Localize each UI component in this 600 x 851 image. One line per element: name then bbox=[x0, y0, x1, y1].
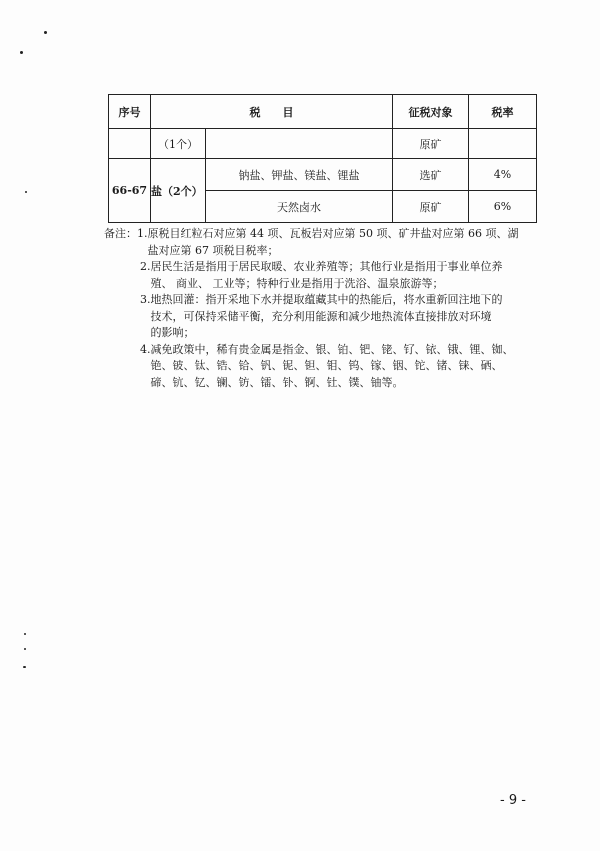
cell-rate: 4% bbox=[469, 159, 537, 191]
note-item bbox=[104, 342, 550, 392]
cell-group-name: 盐（2个） bbox=[151, 159, 206, 223]
note-item bbox=[104, 226, 550, 259]
table-row bbox=[109, 129, 537, 159]
margin-speck bbox=[20, 51, 23, 54]
note-number: 4. bbox=[140, 342, 151, 356]
cell-target: 原矿 bbox=[393, 191, 469, 223]
note-item bbox=[104, 259, 550, 292]
margin-speck bbox=[23, 666, 26, 668]
note-line: 铯、铍、钛、锆、铪、钒、铌、钽、钼、钨、镓、铟、铊、锗、铼、硒、 bbox=[150, 359, 503, 372]
cell-subitem bbox=[206, 129, 393, 159]
note-number: 2. bbox=[140, 260, 151, 273]
margin-speck bbox=[24, 648, 26, 650]
table-header-row bbox=[109, 95, 537, 129]
note-line: 殖、 商业、 工业等；特种行业是指用于洗浴、温泉旅游等； bbox=[150, 276, 444, 290]
cell-subitem: 钠盐、钾盐、镁盐、锂盐 bbox=[206, 159, 393, 191]
page-number: - 9 - bbox=[500, 793, 526, 808]
note-number: 3. bbox=[140, 293, 151, 306]
table-row bbox=[109, 159, 537, 191]
cell-target: 原矿 bbox=[393, 129, 469, 159]
cell-subitem: 天然卤水 bbox=[206, 191, 393, 223]
header-item: 税 目 bbox=[151, 95, 393, 129]
note-line: 地热回灌：指开采地下水并提取蕴藏其中的热能后，将水重新回注地下的 bbox=[150, 293, 503, 306]
note-line: 盐对应第 67 项税目税率； bbox=[147, 243, 279, 257]
header-seq: 序号 bbox=[109, 95, 151, 129]
note-line: 居民生活是指用于居民取暖、农业养殖等；其他行业是指用于事业单位养 bbox=[150, 260, 503, 273]
cell-seq: 66-67 bbox=[109, 159, 151, 223]
note-item bbox=[104, 292, 550, 342]
margin-speck bbox=[44, 31, 47, 34]
header-rate: 税率 bbox=[469, 95, 537, 129]
note-line: 减免政策中，稀有贵金属是指金、银、铂、钯、铑、钌、铱、锇、锂、铷、 bbox=[150, 342, 514, 356]
notes-label: 备注： bbox=[104, 227, 137, 240]
note-line: 原税目红粒石对应第 44 项、瓦板岩对应第 50 项、矿井盐对应第 66 项、湖 bbox=[147, 227, 519, 240]
note-line: 碲、钪、钇、镧、钫、镭、钋、锕、钍、镤、铀等。 bbox=[150, 375, 404, 389]
margin-speck bbox=[25, 191, 27, 193]
header-target: 征税对象 bbox=[393, 95, 469, 129]
note-number: 1. bbox=[137, 227, 148, 240]
cell-empty bbox=[109, 129, 151, 159]
cell-target: 选矿 bbox=[393, 159, 469, 191]
cell-count: （1个） bbox=[151, 129, 206, 159]
tax-rate-table bbox=[108, 94, 537, 223]
note-line: 技术，可保持采储平衡，充分利用能源和减少地热流体直接排放对环境 bbox=[150, 309, 492, 323]
margin-speck bbox=[24, 633, 26, 635]
cell-rate: 6% bbox=[469, 191, 537, 223]
note-line: 的影响； bbox=[150, 326, 195, 339]
notes-section bbox=[104, 226, 550, 391]
cell-rate bbox=[469, 129, 537, 159]
